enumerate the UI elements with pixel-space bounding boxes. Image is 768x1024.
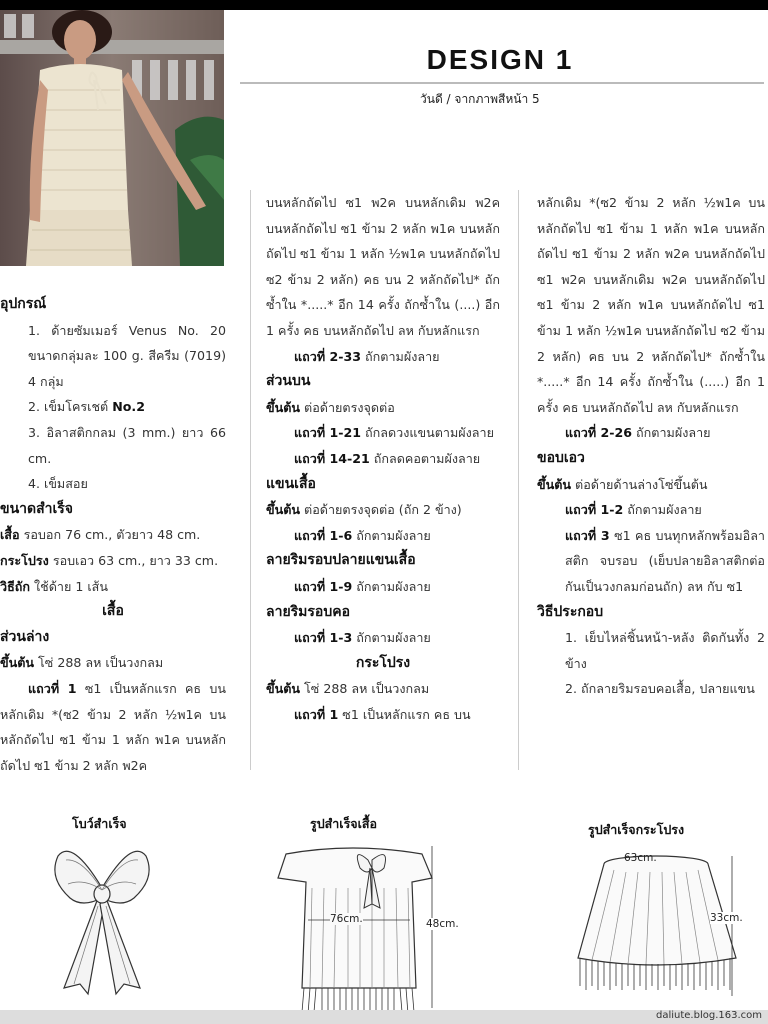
sleeve-start-text: ต่อด้ายตรงจุดต่อ (ถัก 2 ข้าง): [300, 502, 462, 518]
waistband-start-label: ขึ้นต้น: [537, 476, 572, 492]
skirt-waist-label: 63cm.: [624, 852, 657, 864]
skirt-row-1-cont: หลักเดิม *(ซ2 ข้าม 2 หลัก ½พ1ค บนหลักถัดไป ซ1 ข้าม 1 หลัก พ1ค บนหลักถัดไป ซ1 ข้าม 2 หลัก พ2ค บนหลักถัดไป ซ1 พ2ค บนหลักเดิม พ2ค บนหลักถัดไป ซ1 ข้าม 2 หลัก พ1ค บนหลักถัดไป ซ1 ข้าม 1 หลัก ½พ1ค บนหลักถัดไป ซ2 ข้าม 2 หลัก) คธ บน 2 หลักถัดไป* ถักซ้ำใน *.....* อีก 14 ครั้ง ถักซ้ำใน (.....) อีก 1 ครั้ง คธ บนหลักถัดไป ลห กับหลักแรก: [537, 195, 765, 415]
neck-edge-row-1-3-text: ถักตามผังลาย: [352, 630, 431, 646]
equipment-heading: อุปกรณ์: [0, 296, 47, 312]
upper-row-1-21-text: ถักลดวงแขนตามผังลาย: [361, 425, 494, 441]
size-skirt-label: กระโปรง: [0, 552, 49, 568]
sleeve-edge-row-1-9-text: ถักตามผังลาย: [352, 578, 431, 594]
equipment-item-2: [0, 394, 226, 420]
column-divider-1: [250, 190, 251, 770]
waistband-row-1-2-text: ถักตามผังลาย: [623, 502, 702, 518]
model-photo: [0, 10, 224, 266]
upper-start: [266, 395, 500, 421]
shirt-heading: เสื้อ: [102, 603, 124, 620]
page-title: DESIGN 1: [426, 44, 574, 75]
waistband-start-text: ต่อด้ายด้านล่างโซ่ขึ้นต้น: [571, 476, 708, 492]
bow-caption: โบว์สำเร็จ: [72, 816, 127, 831]
neck-edge-row-1-3: [266, 625, 500, 651]
skirt-row-1: [266, 702, 500, 728]
neck-edge-row-1-3-label: แถวที่ 1-3: [294, 630, 353, 646]
sleeve-edge-row-1-9: [266, 574, 500, 600]
upper-row-1-21: [266, 420, 500, 446]
size-skirt: [0, 548, 226, 574]
equipment-item-1-text: 1. ด้ายซัมเมอร์ Venus No. 20 ขนาดกลุ่มละ 100 g. สีครีม (7019) 4 กลุ่ม: [28, 322, 226, 389]
upper-row-14-21-text: ถักลดคอตามผังลาย: [369, 450, 481, 466]
title-divider: [240, 82, 764, 84]
skirt-start-label: ขึ้นต้น: [266, 681, 301, 697]
skirt-row-1-label: แถวที่ 1: [294, 706, 339, 722]
skirt-caption: รูปสำเร็จกระโปรง: [588, 822, 685, 837]
skirt-row-1-text: ซ1 เป็นหลักแรก คธ บน: [338, 706, 471, 722]
sleeve-heading: แขนเสื้อ: [266, 475, 316, 492]
column-1: [0, 292, 226, 778]
equipment-item-2-text: 2. เข็มโครเชต์: [28, 399, 113, 415]
finished-size-heading: ขนาดสำเร็จ: [0, 500, 74, 517]
waistband-row-3: [537, 523, 765, 600]
skirt-heading: กระโปรง: [355, 654, 411, 671]
column-3: [537, 190, 765, 702]
hook-size: No.2: [112, 399, 145, 415]
sleeve-row-1-6-text: ถักตามผังลาย: [352, 527, 431, 543]
equipment-item-3-text: 3. อิลาสติกกลม (3 mm.) ยาว 66 cm.: [28, 424, 226, 466]
equipment-item-1: [0, 318, 226, 395]
waistband-start: [537, 472, 765, 498]
lower-row-2-33-text: ถักตามผังลาย: [361, 348, 440, 364]
skirt-start: [266, 676, 500, 702]
equipment-item-4: [0, 471, 226, 497]
waistband-row-1-2-label: แถวที่ 1-2: [565, 502, 624, 518]
lower-row-2-33: [266, 344, 500, 370]
method-label: วิธีถัก: [0, 578, 31, 594]
sleeve-edge-heading: ลายริมรอบปลายแขนเสื้อ: [266, 552, 416, 569]
waistband-row-3-text: ซ1 คธ บนทุกหลักพร้อมอิลาสติก จบรอบ (เย็บปลายอิลาสติกต่อกันเป็นวงกลมก่อนถัก) ลห กับ ซ1: [565, 527, 766, 594]
lower-part-heading: ส่วนล่าง: [0, 628, 50, 645]
waistband-heading: ขอบเอว: [537, 449, 585, 466]
upper-start-label: ขึ้นต้น: [266, 399, 301, 415]
size-skirt-text: รอบเอว 63 cm., ยาว 33 cm.: [48, 552, 219, 568]
upper-row-14-21: [266, 446, 500, 472]
shirt-caption: รูปสำเร็จเสื้อ: [310, 816, 378, 831]
column-divider-2: [518, 190, 519, 770]
lower-row-1-label: แถวที่ 1: [28, 680, 77, 696]
skirt-illustration: [574, 846, 768, 1010]
method: [0, 574, 226, 600]
upper-row-14-21-label: แถวที่ 14-21: [294, 450, 370, 466]
sleeve-start: [266, 497, 500, 523]
shirt-width-label: 76cm.: [330, 913, 363, 925]
skirt-row-2-26-label: แถวที่ 2-26: [565, 425, 633, 441]
lower-row-2-33-label: แถวที่ 2-33: [294, 348, 362, 364]
lower-start-label: ขึ้นต้น: [0, 655, 35, 671]
sleeve-row-1-6: [266, 523, 500, 549]
bow-illustration: [52, 838, 152, 998]
sleeve-start-label: ขึ้นต้น: [266, 502, 301, 518]
waistband-row-1-2: [537, 497, 765, 523]
size-shirt-label: เสื้อ: [0, 527, 20, 543]
upper-part-heading: ส่วนบน: [266, 373, 311, 390]
skirt-length-label: 33cm.: [710, 912, 743, 924]
size-shirt-text: รอบอก 76 cm., ตัวยาว 48 cm.: [19, 527, 201, 543]
method-text: ใช้ด้าย 1 เส้น: [30, 578, 108, 594]
footer-credit: daliute.blog.163.com: [655, 1010, 762, 1021]
sleeve-row-1-6-label: แถวที่ 1-6: [294, 527, 353, 543]
assembly-step-1: 1. เย็บไหล่ชิ้นหน้า-หลัง ติดกันทั้ง 2 ข้าง: [565, 630, 765, 671]
equipment-item-4-text: 4. เข็มสอย: [28, 476, 88, 492]
upper-start-text: ต่อด้ายตรงจุดต่อ: [300, 399, 395, 415]
equipment-item-3: [0, 420, 226, 471]
assembly-heading: วิธีประกอบ: [537, 603, 604, 620]
lower-row-1-text: ซ1 เป็นหลักแรก คธ บนหลักเดิม *(ซ2 ข้าม 2 หลัก ½พ1ค บนหลักถัดไป ซ1 ข้าม 1 หลัก พ1ค บนหลักถัดไป ซ1 ข้าม 2 หลัก พ2ค: [0, 680, 226, 773]
lower-start: [0, 650, 226, 676]
size-shirt: [0, 522, 226, 548]
waistband-row-3-label: แถวที่ 3: [565, 527, 610, 543]
skirt-row-2-26-text: ถักตามผังลาย: [632, 425, 711, 441]
column-2: [266, 190, 500, 727]
footer-bar: [0, 1010, 768, 1024]
lower-start-text: โซ่ 288 ลห เป็นวงกลม: [34, 655, 164, 671]
page-subtitle: วันดี / จากภาพสีหน้า 5: [420, 92, 540, 106]
lower-row-1: [0, 676, 226, 778]
top-bar: [0, 0, 768, 10]
neck-edge-heading: ลายริมรอบคอ: [266, 603, 350, 620]
upper-row-1-21-label: แถวที่ 1-21: [294, 425, 362, 441]
sleeve-edge-row-1-9-label: แถวที่ 1-9: [294, 578, 353, 594]
skirt-row-2-26: [537, 420, 765, 446]
shirt-length-label: 48cm.: [426, 918, 459, 930]
assembly-step-2: 2. ถักลายริมรอบคอเสื้อ, ปลายแขน: [565, 681, 755, 697]
skirt-start-text: โซ่ 288 ลห เป็นวงกลม: [300, 681, 430, 697]
lower-row-1-cont: บนหลักถัดไป ซ1 พ2ค บนหลักเดิม พ2ค บนหลักถัดไป ซ1 ข้าม 2 หลัก พ1ค บนหลักถัดไป ซ1 ข้าม 1 หลัก ½พ1ค บนหลักถัดไป ซ2 ข้าม 2 หลัก) คธ บน 2 หลักถัดไป* ถักซ้ำใน *.....* อีก 14 ครั้ง ถักซ้ำใน (....) อีก 1 ครั้ง คธ บนหลักถัดไป ลห กับหลักแรก: [266, 195, 500, 338]
